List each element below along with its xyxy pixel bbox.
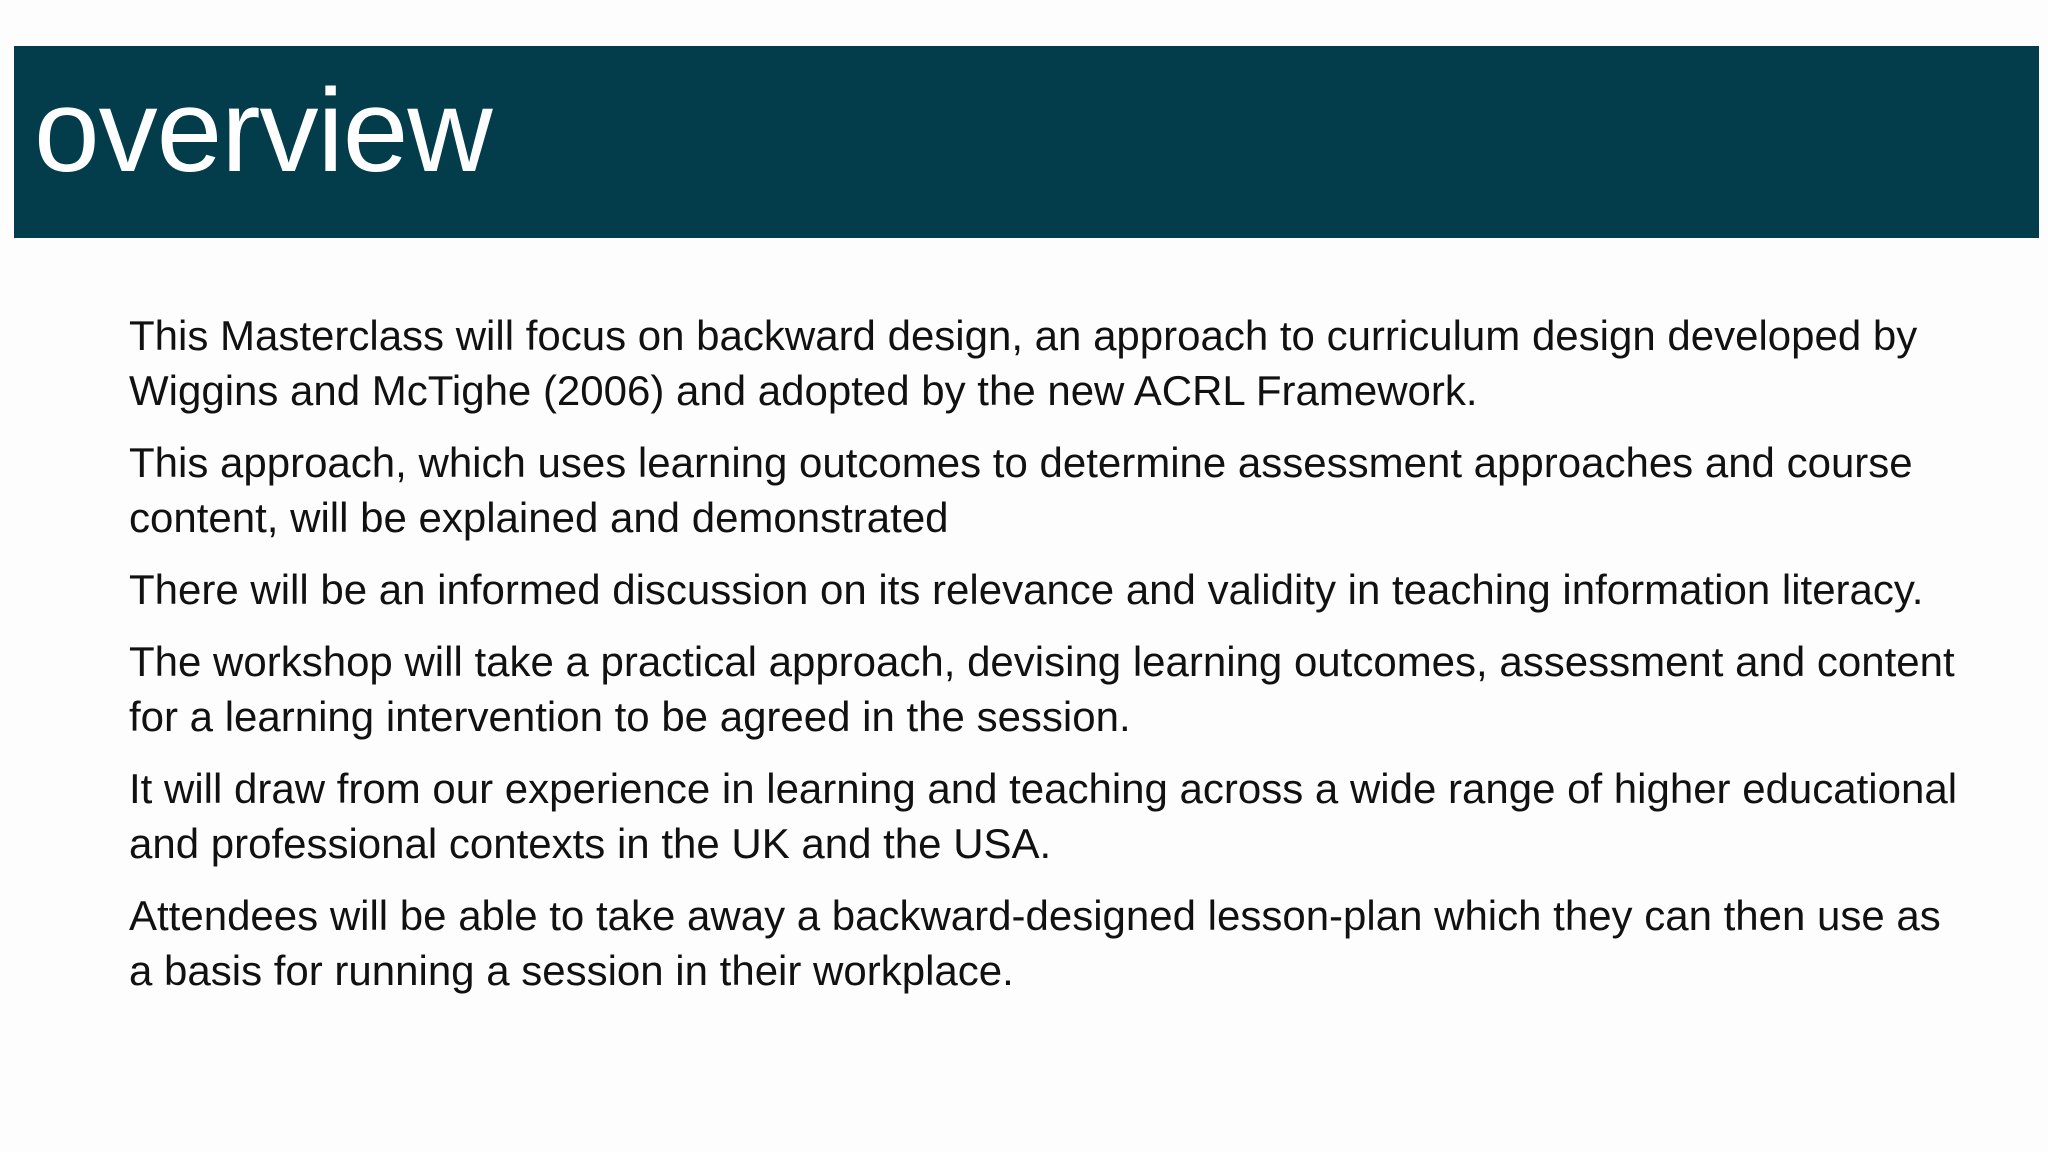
paragraph-experience: It will draw from our experience in learning and teaching across a wide range of higher educational and professional contexts in the UK and the USA.: [129, 765, 1958, 867]
paragraph-discussion: There will be an informed discussion on its relevance and validity in teaching information literacy.: [129, 566, 1924, 613]
title-bar: [14, 46, 2039, 238]
paragraph-approach: This approach, which uses learning outcomes to determine assessment approaches and course content, will be explained and demonstrated: [129, 439, 1913, 541]
slide-body: [129, 308, 1959, 1015]
slide-title: overview: [34, 65, 492, 197]
paragraph-workshop: The workshop will take a practical approach, devising learning outcomes, assessment and content for a learning intervention to be agreed in the session.: [129, 638, 1955, 740]
paragraph-masterclass-focus: This Masterclass will focus on backward design, an approach to curriculum design developed by Wiggins and McTighe (2006) and adopted by the new ACRL Framework.: [129, 312, 1918, 414]
paragraph-attendees: Attendees will be able to take away a backward-designed lesson-plan which they can then use as a basis for running a session in their workplace.: [129, 892, 1941, 994]
